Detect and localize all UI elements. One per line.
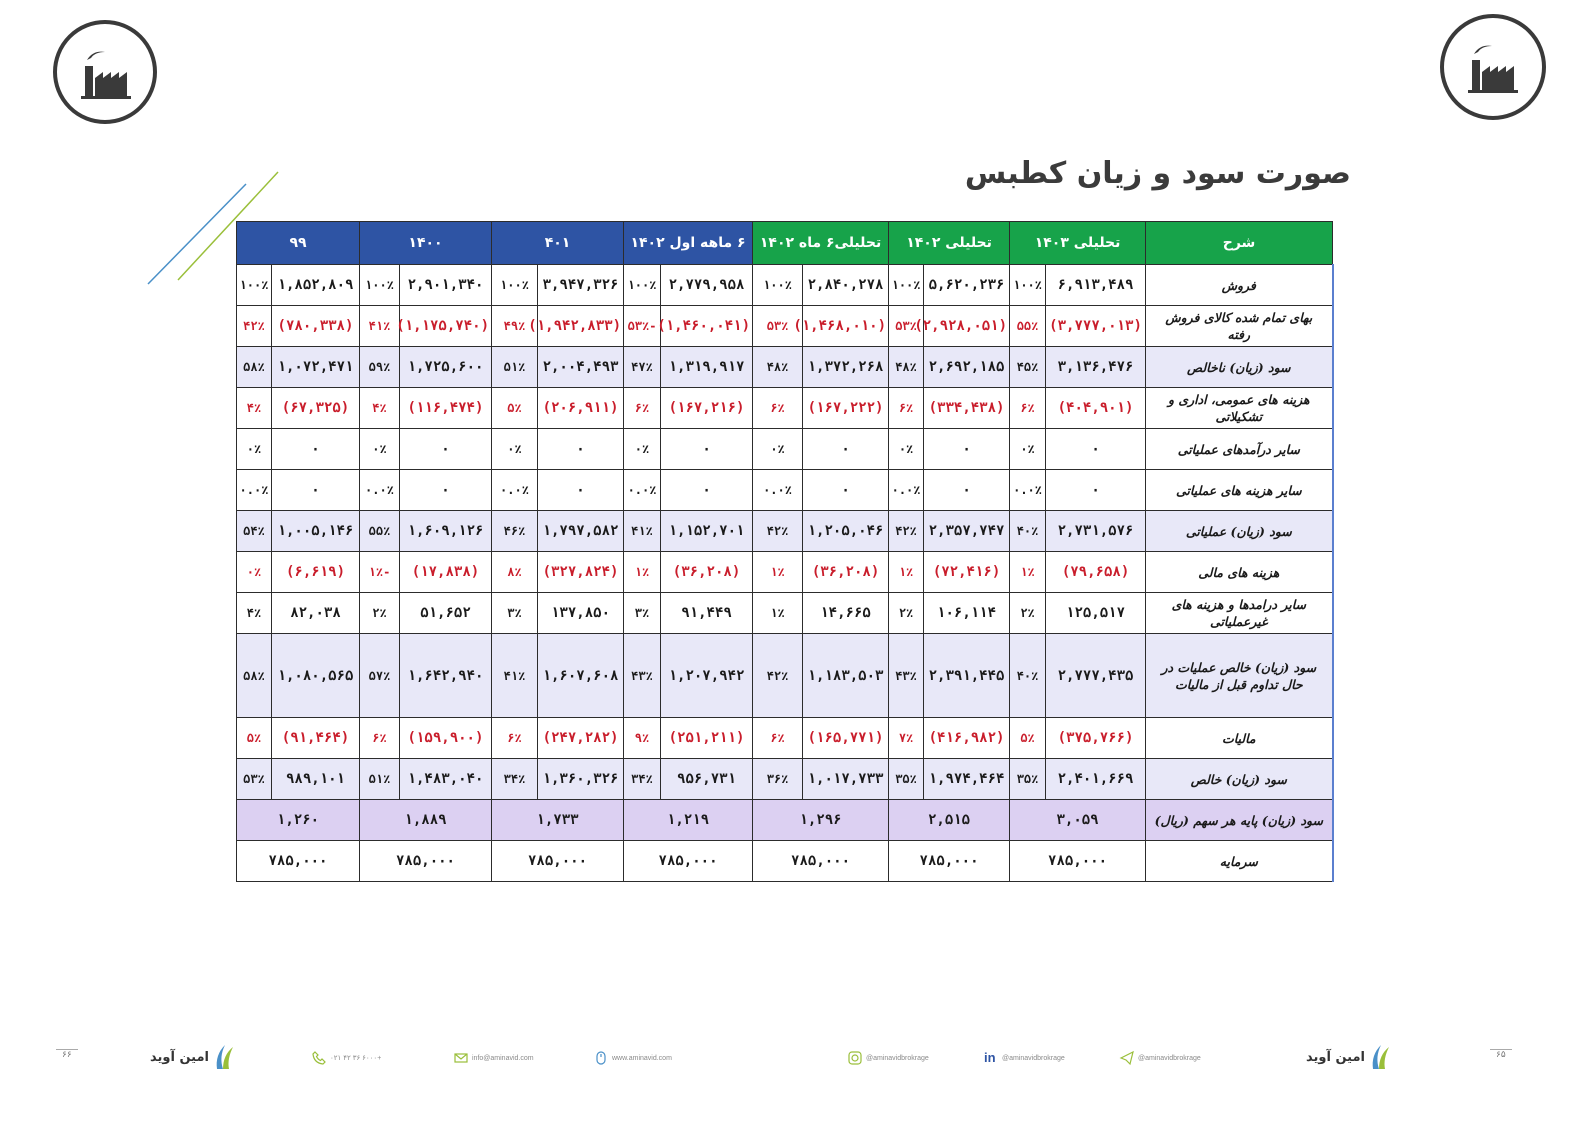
value-cell: ۳,۹۴۷,۳۲۶	[538, 265, 624, 306]
eps-value: ۳,۰۵۹	[1010, 800, 1146, 841]
percent-cell: ۲٪	[889, 593, 924, 634]
telegram-icon	[1120, 1051, 1134, 1065]
percent-cell: ۰٪	[889, 429, 924, 470]
value-cell: ۱۰۶,۱۱۴	[924, 593, 1010, 634]
telegram-text[interactable]: @aminavidbrokrage	[1138, 1054, 1201, 1062]
capital-row	[237, 841, 1333, 882]
value-cell: ۰	[400, 429, 492, 470]
table-row	[237, 429, 1333, 470]
percent-cell: ۹٪	[624, 718, 661, 759]
factory-logo-left	[53, 20, 157, 124]
value-cell: ۱۲۵,۵۱۷	[1046, 593, 1146, 634]
header-label-col: شرح	[1146, 222, 1333, 265]
percent-cell: ۳۴٪	[624, 759, 661, 800]
percent-cell: ۴٪	[360, 388, 400, 429]
row-label: سود (زیان) ناخالص	[1146, 347, 1333, 388]
percent-cell: ۳٪	[624, 593, 661, 634]
value-cell: (۳,۷۷۷,۰۱۳)	[1046, 306, 1146, 347]
percent-cell: ۴۸٪	[753, 347, 803, 388]
value-cell: ۰	[924, 470, 1010, 511]
percent-cell: ۴٪	[237, 388, 272, 429]
percent-cell: ۳٪	[492, 593, 538, 634]
header-col-1400: ۱۴۰۰	[360, 222, 492, 265]
value-cell: ۱,۸۵۲,۸۰۹	[272, 265, 360, 306]
brand-logo-icon	[213, 1043, 235, 1071]
factory-icon	[1462, 38, 1524, 96]
value-cell: (۳۶,۲۰۸)	[803, 552, 889, 593]
header-col-6m-1402: ۶ ماهه اول ۱۴۰۲	[624, 222, 753, 265]
table-header-row	[237, 222, 1333, 265]
factory-logo-right	[1440, 14, 1546, 120]
value-cell: ۰	[272, 470, 360, 511]
percent-cell: ۵۳٪	[753, 306, 803, 347]
value-cell: ۸۲,۰۳۸	[272, 593, 360, 634]
value-cell: ۱,۰۰۵,۱۴۶	[272, 511, 360, 552]
value-cell: ۶,۹۱۳,۴۸۹	[1046, 265, 1146, 306]
eps-value: ۲,۵۱۵	[889, 800, 1010, 841]
footer-email	[454, 1051, 534, 1065]
table-row	[237, 511, 1333, 552]
table-row	[237, 634, 1333, 718]
value-cell: (۷۹,۶۵۸)	[1046, 552, 1146, 593]
footer-linkedin	[984, 1051, 1065, 1065]
percent-cell: ۶٪	[624, 388, 661, 429]
value-cell: ۱,۰۸۰,۵۶۵	[272, 634, 360, 718]
value-cell: ۱,۶۰۷,۶۰۸	[538, 634, 624, 718]
percent-cell: ۴۲٪	[237, 306, 272, 347]
value-cell: ۲,۶۹۲,۱۸۵	[924, 347, 1010, 388]
instagram-icon	[848, 1051, 862, 1065]
value-cell: (۹۱,۴۶۴)	[272, 718, 360, 759]
percent-cell: ۰.۰٪	[889, 470, 924, 511]
value-cell: ۱,۶۰۹,۱۲۶	[400, 511, 492, 552]
percent-cell: -۵۳٪	[624, 306, 661, 347]
table-row	[237, 306, 1333, 347]
row-label: سود (زیان) خالص عملیات در حال تداوم قبل از مالیات	[1146, 634, 1333, 718]
value-cell: ۹۱,۴۴۹	[661, 593, 753, 634]
percent-cell: ۴۱٪	[492, 634, 538, 718]
capital-value: ۷۸۵,۰۰۰	[360, 841, 492, 882]
value-cell: ۱,۱۵۲,۷۰۱	[661, 511, 753, 552]
value-cell: ۳,۱۳۶,۴۷۶	[1046, 347, 1146, 388]
percent-cell: ۴۵٪	[1010, 347, 1046, 388]
value-cell: (۲۵۱,۲۱۱)	[661, 718, 753, 759]
percent-cell: ۲٪	[1010, 593, 1046, 634]
percent-cell: ۵۵٪	[1010, 306, 1046, 347]
percent-cell: ۵۴٪	[237, 511, 272, 552]
percent-cell: ۱٪	[1010, 552, 1046, 593]
value-cell: ۰	[400, 470, 492, 511]
value-cell: ۱۳۷,۸۵۰	[538, 593, 624, 634]
percent-cell: ۶٪	[753, 718, 803, 759]
percent-cell: ۴۸٪	[889, 347, 924, 388]
percent-cell: ۰.۰٪	[1010, 470, 1046, 511]
value-cell: ۹۸۹,۱۰۱	[272, 759, 360, 800]
percent-cell: ۵۱٪	[492, 347, 538, 388]
percent-cell: ۰.۰٪	[237, 470, 272, 511]
table-row	[237, 265, 1333, 306]
percent-cell: ۱٪	[624, 552, 661, 593]
table-row	[237, 388, 1333, 429]
mouse-icon	[594, 1051, 608, 1065]
value-cell: ۱,۷۲۵,۶۰۰	[400, 347, 492, 388]
value-cell: ۰	[661, 470, 753, 511]
value-cell: ۲,۴۰۱,۶۶۹	[1046, 759, 1146, 800]
percent-cell: ۶٪	[753, 388, 803, 429]
phone-icon	[312, 1051, 326, 1065]
percent-cell: ۵٪	[237, 718, 272, 759]
value-cell: ۲,۳۹۱,۴۴۵	[924, 634, 1010, 718]
income-statement-table	[236, 221, 1332, 882]
value-cell: (۷۲,۴۱۶)	[924, 552, 1010, 593]
percent-cell: ۴۶٪	[492, 511, 538, 552]
percent-cell: ۶٪	[492, 718, 538, 759]
linkedin-text[interactable]: @aminavidbrokrage	[1002, 1054, 1065, 1062]
value-cell: (۱,۱۷۵,۷۴۰)	[400, 306, 492, 347]
percent-cell: ۰٪	[753, 429, 803, 470]
value-cell: (۱,۴۶۰,۰۴۱)	[661, 306, 753, 347]
value-cell: ۱,۳۶۰,۳۲۶	[538, 759, 624, 800]
value-cell: (۱,۴۶۸,۰۱۰)	[803, 306, 889, 347]
row-label: سایر درآمدهای عملیاتی	[1146, 429, 1333, 470]
percent-cell: ۶٪	[1010, 388, 1046, 429]
value-cell: ۱,۱۸۳,۵۰۳	[803, 634, 889, 718]
value-cell: (۲,۹۲۸,۰۵۱)	[924, 306, 1010, 347]
percent-cell: ۱۰۰٪	[492, 265, 538, 306]
value-cell: ۵,۶۲۰,۲۳۶	[924, 265, 1010, 306]
percent-cell: ۱۰۰٪	[360, 265, 400, 306]
row-label: هزینه های عمومی، اداری و تشکیلاتی	[1146, 388, 1333, 429]
row-label: هزینه های مالی	[1146, 552, 1333, 593]
table-row	[237, 593, 1333, 634]
eps-value: ۱,۲۶۰	[237, 800, 360, 841]
row-label: سرمایه	[1146, 841, 1333, 882]
value-cell: ۵۱,۶۵۲	[400, 593, 492, 634]
linkedin-icon: in	[984, 1050, 996, 1065]
percent-cell: ۱۰۰٪	[753, 265, 803, 306]
footer-web	[594, 1051, 672, 1065]
percent-cell: ۱٪	[889, 552, 924, 593]
value-cell: (۱۶۷,۲۱۶)	[661, 388, 753, 429]
percent-cell: ۴۲٪	[889, 511, 924, 552]
capital-value: ۷۸۵,۰۰۰	[889, 841, 1010, 882]
brand-left	[150, 1043, 235, 1071]
row-label: مالیات	[1146, 718, 1333, 759]
percent-cell: ۰٪	[1010, 429, 1046, 470]
footer-telegram	[1120, 1051, 1201, 1065]
percent-cell: ۰٪	[237, 552, 272, 593]
row-label: سود (زیان) عملیاتی	[1146, 511, 1333, 552]
value-cell: ۲,۸۴۰,۲۷۸	[803, 265, 889, 306]
value-cell: ۰	[272, 429, 360, 470]
percent-cell: ۴۲٪	[753, 511, 803, 552]
capital-value: ۷۸۵,۰۰۰	[237, 841, 360, 882]
percent-cell: ۰٪	[492, 429, 538, 470]
percent-cell: ۴۳٪	[624, 634, 661, 718]
value-cell: ۱,۴۸۳,۰۴۰	[400, 759, 492, 800]
footer	[0, 1035, 1587, 1085]
value-cell: ۲,۷۷۹,۹۵۸	[661, 265, 753, 306]
brand-name: امین آوید	[1306, 1049, 1365, 1065]
value-cell: (۳۷۵,۷۶۶)	[1046, 718, 1146, 759]
value-cell: ۱,۲۰۵,۰۴۶	[803, 511, 889, 552]
percent-cell: ۰.۰٪	[624, 470, 661, 511]
percent-cell: ۵۸٪	[237, 634, 272, 718]
value-cell: ۲,۹۰۱,۳۴۰	[400, 265, 492, 306]
value-cell: ۰	[1046, 429, 1146, 470]
percent-cell: ۰.۰٪	[492, 470, 538, 511]
percent-cell: ۰٪	[360, 429, 400, 470]
mail-icon	[454, 1051, 468, 1065]
value-cell: ۱,۳۱۹,۹۱۷	[661, 347, 753, 388]
page-title: صورت سود و زیان کطبس	[964, 156, 1351, 191]
footer-phone	[312, 1051, 381, 1065]
header-col-6m-1402-analytic: تحلیلی۶ ماه ۱۴۰۲	[753, 222, 889, 265]
eps-value: ۱,۲۱۹	[624, 800, 753, 841]
footer-instagram	[848, 1051, 929, 1065]
percent-cell: ۵۳٪	[237, 759, 272, 800]
value-cell: (۱,۹۴۲,۸۳۳)	[538, 306, 624, 347]
value-cell: (۱۵۹,۹۰۰)	[400, 718, 492, 759]
percent-cell: ۰.۰٪	[360, 470, 400, 511]
percent-cell: ۱۰۰٪	[889, 265, 924, 306]
value-cell: ۰	[538, 429, 624, 470]
percent-cell: ۴۱٪	[624, 511, 661, 552]
percent-cell: ۵۳٪	[889, 306, 924, 347]
value-cell: ۱,۷۹۷,۵۸۲	[538, 511, 624, 552]
capital-value: ۷۸۵,۰۰۰	[624, 841, 753, 882]
value-cell: (۳۳۴,۴۳۸)	[924, 388, 1010, 429]
value-cell: (۱۷,۸۳۸)	[400, 552, 492, 593]
percent-cell: ۲٪	[360, 593, 400, 634]
percent-cell: ۵۸٪	[237, 347, 272, 388]
web-text[interactable]: www.aminavid.com	[612, 1054, 672, 1062]
percent-cell: ۱۰۰٪	[624, 265, 661, 306]
percent-cell: ۴۲٪	[753, 634, 803, 718]
value-cell: (۱۶۷,۲۲۲)	[803, 388, 889, 429]
value-cell: ۱,۹۷۴,۴۶۴	[924, 759, 1010, 800]
value-cell: ۱,۰۷۲,۴۷۱	[272, 347, 360, 388]
percent-cell: -۱٪	[360, 552, 400, 593]
value-cell: ۰	[924, 429, 1010, 470]
value-cell: (۲۰۶,۹۱۱)	[538, 388, 624, 429]
value-cell: ۲,۷۳۱,۵۷۶	[1046, 511, 1146, 552]
value-cell: (۳۶,۲۰۸)	[661, 552, 753, 593]
header-col-1402: تحلیلی ۱۴۰۲	[889, 222, 1010, 265]
value-cell: ۹۵۶,۷۳۱	[661, 759, 753, 800]
percent-cell: ۰٪	[237, 429, 272, 470]
percent-cell: ۱٪	[753, 593, 803, 634]
percent-cell: ۳۶٪	[753, 759, 803, 800]
value-cell: ۲,۰۰۴,۴۹۳	[538, 347, 624, 388]
table-row	[237, 759, 1333, 800]
percent-cell: ۰.۰٪	[753, 470, 803, 511]
value-cell: ۱,۲۰۷,۹۴۲	[661, 634, 753, 718]
percent-cell: ۱۰۰٪	[1010, 265, 1046, 306]
row-label: سایر هزینه های عملیاتی	[1146, 470, 1333, 511]
instagram-text[interactable]: @aminavidbrokrage	[866, 1054, 929, 1062]
value-cell: ۱,۶۴۲,۹۴۰	[400, 634, 492, 718]
email-text[interactable]: info@aminavid.com	[472, 1054, 534, 1062]
eps-row	[237, 800, 1333, 841]
value-cell: ۲,۷۷۷,۴۳۵	[1046, 634, 1146, 718]
percent-cell: ۶٪	[360, 718, 400, 759]
row-label: سود (زیان) پایه هر سهم (ریال)	[1146, 800, 1333, 841]
table-row	[237, 718, 1333, 759]
page-number-right: ۶۵	[1490, 1049, 1512, 1060]
value-cell: (۴۰۴,۹۰۱)	[1046, 388, 1146, 429]
phone-text: ۰۲۱ ۴۲ ۳۶ ۶۰۰۰+	[330, 1055, 382, 1062]
table-row	[237, 552, 1333, 593]
percent-cell: ۳۵٪	[889, 759, 924, 800]
percent-cell: ۴۰٪	[1010, 634, 1046, 718]
eps-value: ۱,۲۹۶	[753, 800, 889, 841]
value-cell: (۲۴۷,۲۸۲)	[538, 718, 624, 759]
value-cell: ۰	[538, 470, 624, 511]
page-number-left: ۶۶	[56, 1049, 78, 1060]
percent-cell: ۱۰۰٪	[237, 265, 272, 306]
percent-cell: ۶٪	[889, 388, 924, 429]
header-col-1403: تحلیلی ۱۴۰۳	[1010, 222, 1146, 265]
brand-right	[1306, 1043, 1391, 1071]
percent-cell: ۵۵٪	[360, 511, 400, 552]
row-label: سایر درامدها و هزینه های غیرعملیاتی	[1146, 593, 1333, 634]
percent-cell: ۴۰٪	[1010, 511, 1046, 552]
eps-value: ۱,۷۳۳	[492, 800, 624, 841]
value-cell: (۶,۶۱۹)	[272, 552, 360, 593]
percent-cell: ۷٪	[889, 718, 924, 759]
percent-cell: ۱٪	[753, 552, 803, 593]
value-cell: ۰	[803, 429, 889, 470]
row-label: فروش	[1146, 265, 1333, 306]
value-cell: ۰	[661, 429, 753, 470]
percent-cell: ۴۱٪	[360, 306, 400, 347]
percent-cell: ۵٪	[1010, 718, 1046, 759]
row-label: سود (زیان) خالص	[1146, 759, 1333, 800]
percent-cell: ۴۹٪	[492, 306, 538, 347]
percent-cell: ۵۷٪	[360, 634, 400, 718]
percent-cell: ۵٪	[492, 388, 538, 429]
value-cell: ۰	[803, 470, 889, 511]
header-col-99: ۹۹	[237, 222, 360, 265]
value-cell: (۶۷,۳۲۵)	[272, 388, 360, 429]
percent-cell: ۴٪	[237, 593, 272, 634]
percent-cell: ۰٪	[624, 429, 661, 470]
value-cell: ۱,۰۱۷,۷۳۳	[803, 759, 889, 800]
capital-value: ۷۸۵,۰۰۰	[1010, 841, 1146, 882]
value-cell: (۷۸۰,۳۳۸)	[272, 306, 360, 347]
factory-icon	[75, 44, 137, 102]
percent-cell: ۳۵٪	[1010, 759, 1046, 800]
value-cell: (۴۱۶,۹۸۲)	[924, 718, 1010, 759]
capital-value: ۷۸۵,۰۰۰	[753, 841, 889, 882]
value-cell: (۱۶۵,۷۷۱)	[803, 718, 889, 759]
percent-cell: ۴۷٪	[624, 347, 661, 388]
row-label: بهای تمام شده کالای فروش رفته	[1146, 306, 1333, 347]
value-cell: ۱۴,۶۶۵	[803, 593, 889, 634]
capital-value: ۷۸۵,۰۰۰	[492, 841, 624, 882]
percent-cell: ۴۳٪	[889, 634, 924, 718]
eps-value: ۱,۸۸۹	[360, 800, 492, 841]
percent-cell: ۵۹٪	[360, 347, 400, 388]
percent-cell: ۸٪	[492, 552, 538, 593]
value-cell: ۲,۳۵۷,۷۴۷	[924, 511, 1010, 552]
brand-name: امین آوید	[150, 1049, 209, 1065]
value-cell: (۱۱۶,۴۷۴)	[400, 388, 492, 429]
brand-logo-icon	[1369, 1043, 1391, 1071]
table-row	[237, 470, 1333, 511]
value-cell: ۰	[1046, 470, 1146, 511]
percent-cell: ۵۱٪	[360, 759, 400, 800]
table-row	[237, 347, 1333, 388]
header-col-401: ۴۰۱	[492, 222, 624, 265]
value-cell: ۱,۳۷۲,۲۶۸	[803, 347, 889, 388]
value-cell: (۳۲۷,۸۲۴)	[538, 552, 624, 593]
percent-cell: ۳۴٪	[492, 759, 538, 800]
